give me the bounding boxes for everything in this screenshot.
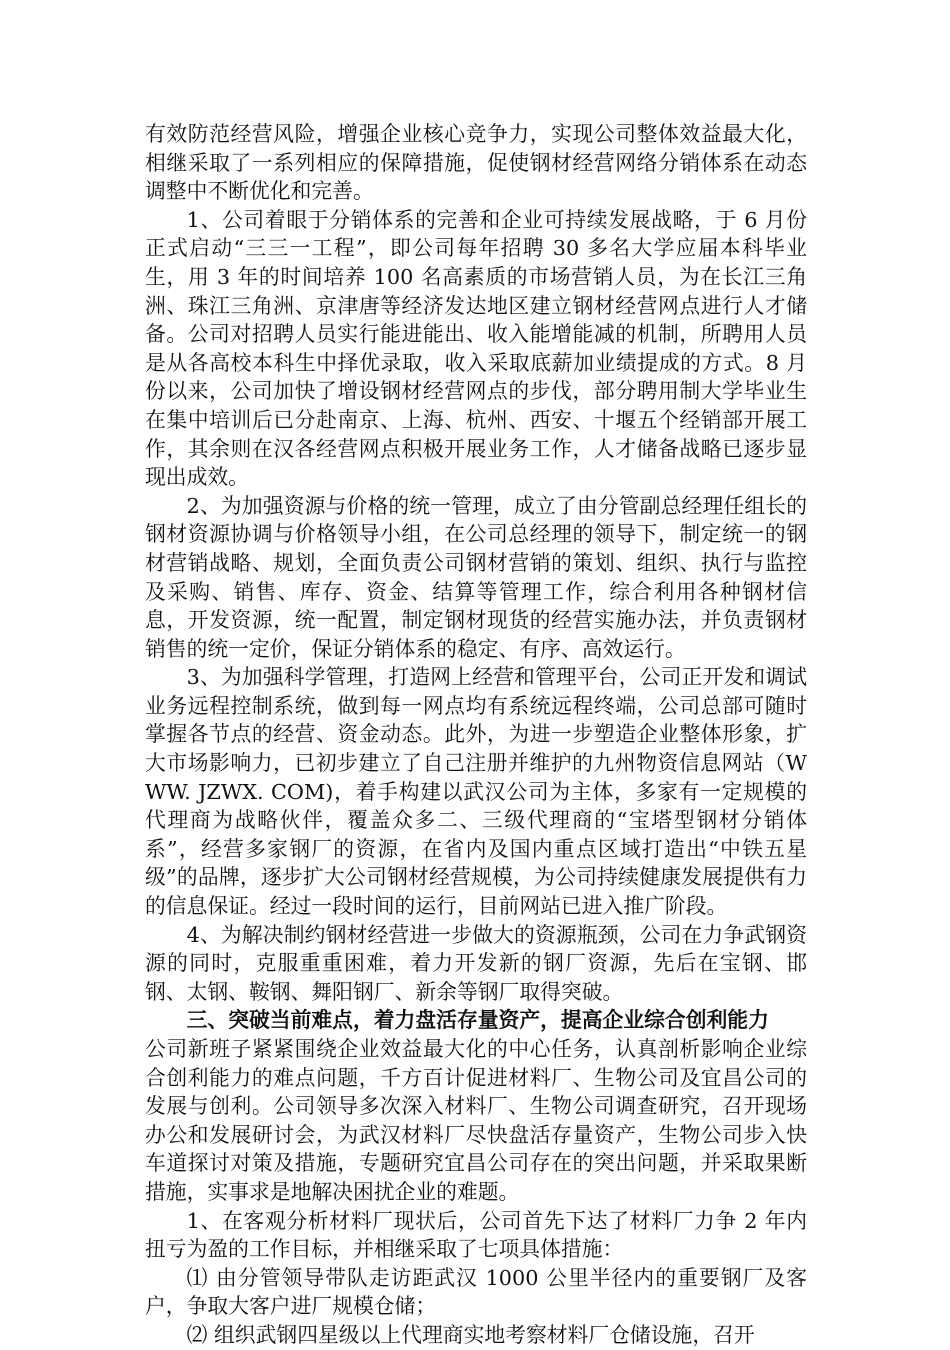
paragraph-item-2: 2、为加强资源与价格的统一管理，成立了由分管副总经理任组长的钢材资源协调与价格领导小组，在公司总经理的领导下，制定统一的钢材营销战略、规划，全面负责公司钢材营销的策划、组织、执行与监控及采购、销售、库存、资金、结算等管理工作，综合利用各种钢材信息，开发资源，统一配置，制定钢材现货的经营实施办法，并负责钢材销售的统一定价，保证分销体系的稳定、有序、高效运行。: [145, 493, 807, 661]
paragraph-item-4: 4、为解决制约钢材经营进一步做大的资源瓶颈，公司在力争武钢资源的同时，克服重重困难，着力开发新的钢厂资源，先后在宝钢、邯钢、太钢、鞍钢、舞阳钢厂、新余等钢厂取得突破。: [145, 922, 807, 1004]
document-page: [145, 120, 807, 1350]
paragraph-section-intro: 公司新班子紧紧围绕企业效益最大化的中心任务，认真剖析影响企业综合创利能力的难点问题，千方百计促进材料厂、生物公司及宜昌公司的发展与创利。公司领导多次深入材料厂、生物公司调查研究，召开现场办公和发展研讨会，为武汉材料厂尽快盘活存量资产，生物公司步入快车道探讨对策及措施，专题研究宜昌公司存在的突出问题，并采取果断措施，实事求是地解决困扰企业的难题。: [145, 1037, 807, 1204]
section-heading: 三、突破当前难点，着力盘活存量资产，提高企业综合创利能力: [186, 1007, 769, 1033]
paragraph-subitem-1: ⑴ 由分管领导带队走访距武汉 1000 公里半径内的重要钢厂及客户，争取大客户进厂规模仓储；: [145, 1265, 807, 1319]
paragraph-section-item-1: 1、在客观分析材料厂现状后，公司首先下达了材料厂力争 2 年内扭亏为盈的工作目标，并相继采取了七项具体措施：: [145, 1208, 807, 1262]
paragraph-intro: 有效防范经营风险，增强企业核心竞争力，实现公司整体效益最大化，相继采取了一系列相应的保障措施，促使钢材经营网络分销体系在动态调整中不断优化和完善。: [145, 122, 807, 204]
paragraph-subitem-2: ⑵ 组织武钢四星级以上代理商实地考察材料厂仓储设施，召开: [186, 1322, 755, 1347]
paragraph-item-1: 1、公司着眼于分销体系的完善和企业可持续发展战略，于 6 月份正式启动“三三一工程”，即公司每年招聘 30 多名大学应届本科毕业生，用 3 年的时间培养 100 名高素质的市场营销人员，为在长江三角洲、珠江三角洲、京津唐等经济发达地区建立钢材经营网点进行人才储备。公司对招聘人员实行能进能出、收入能增能减的机制，所聘用人员是从各高校本科生中择优录取，收入采取底薪加业绩提成的方式。8 月份以来，公司加快了增设钢材经营网点的步伐，部分聘用制大学毕业生在集中培训后已分赴南京、上海、杭州、西安、十堰五个经销部开展工作，其余则在汉各经营网点积极开展业务工作，人才储备战略已逐步显现出成效。: [145, 207, 807, 490]
paragraph-item-3: 3、为加强科学管理，打造网上经营和管理平台，公司正开发和调试业务远程控制系统，做到每一网点均有系统远程终端，公司总部可随时掌握各节点的经营、资金动态。此外，为进一步塑造企业整体形象，扩大市场影响力，已初步建立了自己注册并维护的九州物资信息网站（WWW. JZWX. COM)，着手构建以武汉公司为主体，多家有一定规模的代理商为战略伙伴，覆盖众多二、三级代理商的“宝塔型钢材分销体系”，经营多家钢厂的资源，在省内及国内重点区域打造出“中铁五星级”的品牌，逐步扩大公司钢材经营规模，为公司持续健康发展提供有力的信息保证。经过一段时间的运行，目前网站已进入推广阶段。: [145, 665, 807, 919]
